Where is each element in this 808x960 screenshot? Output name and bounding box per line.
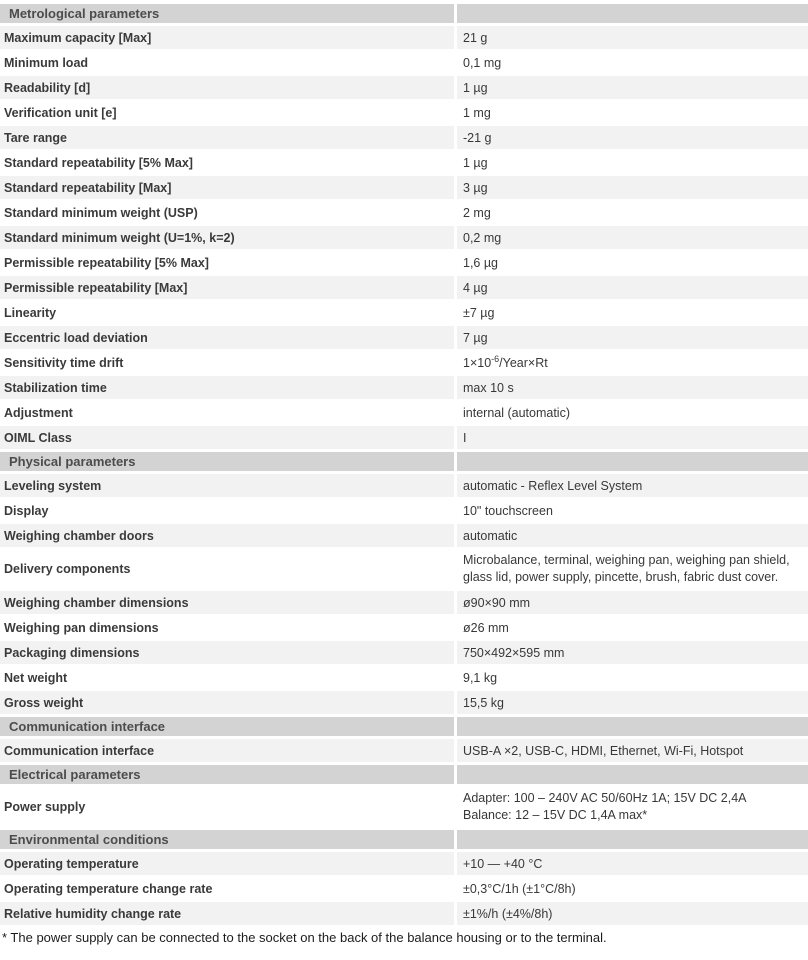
row-value: 9,1 kg [457,666,808,689]
table-row [0,524,808,547]
row-label: Standard minimum weight (USP) [0,201,454,224]
row-value: 1 µg [457,76,808,99]
row-label: Standard minimum weight (U=1%, k=2) [0,226,454,249]
table-row [0,376,808,399]
row-label: Weighing chamber doors [0,524,454,547]
row-value: 21 g [457,26,808,49]
row-value: max 10 s [457,376,808,399]
row-label: Weighing chamber dimensions [0,591,454,614]
table-row [0,276,808,299]
table-row [0,101,808,124]
table-row [0,474,808,497]
row-label: Communication interface [0,739,454,762]
table-row [0,401,808,424]
row-label: Minimum load [0,51,454,74]
row-label: Tare range [0,126,454,149]
row-label: Eccentric load deviation [0,326,454,349]
row-label: Permissible repeatability [5% Max] [0,251,454,274]
row-value: 3 µg [457,176,808,199]
table-row [0,641,808,664]
table-row [0,351,808,374]
table-row [0,226,808,249]
row-label: Permissible repeatability [Max] [0,276,454,299]
row-label: Linearity [0,301,454,324]
section-header-row [0,765,808,784]
table-row [0,326,808,349]
row-value: 1 µg [457,151,808,174]
row-value: 10" touchscreen [457,499,808,522]
row-value: Microbalance, terminal, weighing pan, weighing pan shield, glass lid, power supply, pincette, brush, fabric dust cover. [457,549,808,589]
row-value: ±1%/h (±4%/8h) [457,902,808,925]
row-value: -21 g [457,126,808,149]
footnote: * The power supply can be connected to the socket on the back of the balance housing or to the terminal. [2,930,607,945]
section-header-label: Physical parameters [0,452,454,471]
row-value: internal (automatic) [457,401,808,424]
table-row [0,739,808,762]
table-row [0,201,808,224]
row-value: 0,1 mg [457,51,808,74]
row-label: OIML Class [0,426,454,449]
row-label: Leveling system [0,474,454,497]
section-header-label: Metrological parameters [0,4,454,23]
section-header-label: Communication interface [0,717,454,736]
row-value: USB-A ×2, USB-C, HDMI, Ethernet, Wi-Fi, Hotspot [457,739,808,762]
table-row [0,51,808,74]
table-row [0,176,808,199]
table-row [0,26,808,49]
row-label: Adjustment [0,401,454,424]
row-value: 7 µg [457,326,808,349]
row-value: 2 mg [457,201,808,224]
row-value: 1×10 -6 /Year×Rt [457,351,808,374]
row-value: automatic - Reflex Level System [457,474,808,497]
row-label: Relative humidity change rate [0,902,454,925]
table-row [0,549,808,589]
row-label: Operating temperature [0,852,454,875]
table-row [0,852,808,875]
row-value: ø26 mm [457,616,808,639]
row-label: Power supply [0,787,454,827]
row-value: ±7 µg [457,301,808,324]
section-header-label: Electrical parameters [0,765,454,784]
table-row [0,877,808,900]
row-value: 1,6 µg [457,251,808,274]
section-header-row [0,452,808,471]
row-label: Display [0,499,454,522]
table-row [0,902,808,925]
row-value: 750×492×595 mm [457,641,808,664]
section-header-row [0,717,808,736]
row-label: Gross weight [0,691,454,714]
row-label: Sensitivity time drift [0,351,454,374]
table-row [0,591,808,614]
row-label: Standard repeatability [5% Max] [0,151,454,174]
row-label: Standard repeatability [Max] [0,176,454,199]
row-value: ±0,3°C/1h (±1°C/8h) [457,877,808,900]
table-row [0,151,808,174]
row-label: Maximum capacity [Max] [0,26,454,49]
table-row [0,426,808,449]
table-row [0,787,808,827]
row-value: ø90×90 mm [457,591,808,614]
row-value: 4 µg [457,276,808,299]
section-header-row [0,4,808,23]
row-label: Verification unit [e] [0,101,454,124]
table-row [0,251,808,274]
row-value: I [457,426,808,449]
section-header-row [0,830,808,849]
table-row [0,301,808,324]
table-row [0,499,808,522]
row-label: Net weight [0,666,454,689]
row-value: automatic [457,524,808,547]
row-label: Stabilization time [0,376,454,399]
row-value: 15,5 kg [457,691,808,714]
row-label: Weighing pan dimensions [0,616,454,639]
row-value: 0,2 mg [457,226,808,249]
table-row [0,616,808,639]
table-row [0,691,808,714]
row-value: Adapter: 100 – 240V AC 50/60Hz 1A; 15V DC 2,4A Balance: 12 – 15V DC 1,4A max* [457,787,808,827]
row-value: 1 mg [457,101,808,124]
row-label: Operating temperature change rate [0,877,454,900]
table-row [0,126,808,149]
table-row [0,666,808,689]
row-label: Delivery components [0,549,454,589]
table-row [0,76,808,99]
row-label: Readability [d] [0,76,454,99]
section-header-label: Environmental conditions [0,830,454,849]
row-label: Packaging dimensions [0,641,454,664]
row-value: +10 — +40 °C [457,852,808,875]
